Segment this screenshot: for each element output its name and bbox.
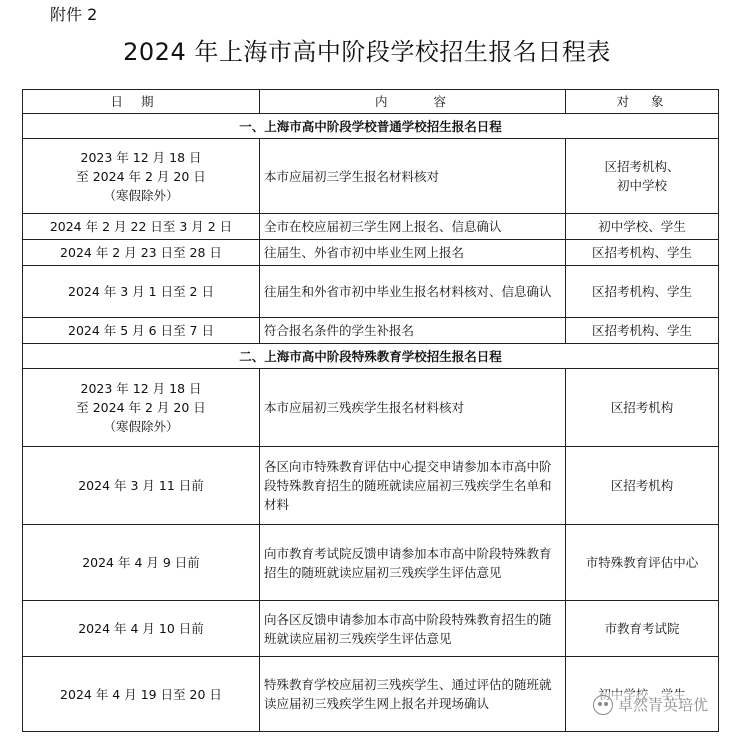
- content-cell: 向各区反馈申请参加本市高中阶段特殊教育招生的随班就读应届初三残疾学生评估意见: [260, 601, 566, 657]
- header-date: 日期: [23, 90, 260, 114]
- attachment-label: 附件 2: [50, 5, 98, 24]
- content-cell: 全市在校应届初三学生网上报名、信息确认: [260, 214, 566, 240]
- content-cell: 符合报名条件的学生补报名: [260, 318, 566, 344]
- audience-line: 初中学校: [616, 178, 667, 193]
- wechat-icon: [593, 695, 613, 715]
- date-cell: 2024 年 3 月 11 日前: [23, 447, 260, 525]
- date-cell: [23, 139, 260, 214]
- watermark-text: 卓然青英培优: [617, 696, 708, 714]
- section-row: [23, 114, 719, 139]
- audience-cell: 区招考机构、学生: [566, 266, 719, 318]
- table-row: [23, 266, 719, 318]
- audience-cell: 初中学校、学生: [566, 214, 719, 240]
- content-cell: 往届生、外省市初中毕业生网上报名: [260, 240, 566, 266]
- section-title: 二、上海市高中阶段特殊教育学校招生报名日程: [23, 344, 719, 369]
- table-row: [23, 240, 719, 266]
- audience-cell: 市特殊教育评估中心: [566, 525, 719, 601]
- schedule-table: [22, 89, 719, 732]
- watermark: [589, 692, 712, 717]
- table-row: [23, 318, 719, 344]
- date-cell: 2024 年 4 月 19 日至 20 日: [23, 657, 260, 732]
- content-cell: 本市应届初三学生报名材料核对: [260, 139, 566, 214]
- date-cell: 2024 年 2 月 23 日至 28 日: [23, 240, 260, 266]
- date-line: 2023 年 12 月 18 日: [80, 149, 202, 165]
- date-line: 2023 年 12 月 18 日: [80, 381, 202, 396]
- date-cell: 2024 年 3 月 1 日至 2 日: [23, 266, 260, 318]
- date-cell: 2024 年 5 月 6 日至 7 日: [23, 318, 260, 344]
- date-line: （寒假除外）: [103, 187, 179, 203]
- audience-cell: [566, 139, 719, 214]
- section-title: 一、上海市高中阶段学校普通学校招生报名日程: [23, 114, 719, 139]
- audience-cell: 区招考机构、学生: [566, 240, 719, 266]
- table-row: [23, 447, 719, 525]
- table-row: [23, 369, 719, 447]
- content-cell: 各区向市特殊教育评估中心提交申请参加本市高中阶段特殊教育招生的随班就读应届初三残疾学生名单和材料: [260, 447, 566, 525]
- table-row: [23, 139, 719, 214]
- page-title: 2024 年上海市高中阶段学校招生报名日程表: [123, 38, 611, 66]
- table-row: [23, 525, 719, 601]
- header-row: [23, 90, 719, 114]
- content-cell: 特殊教育学校应届初三残疾学生、通过评估的随班就读应届初三残疾学生网上报名并现场确认: [260, 657, 566, 732]
- header-content: 内容: [260, 90, 566, 114]
- date-cell: 2024 年 4 月 9 日前: [23, 525, 260, 601]
- audience-cell: 区招考机构: [566, 369, 719, 447]
- table-row: [23, 601, 719, 657]
- audience-line: 区招考机构、: [604, 159, 680, 174]
- date-line: 至 2024 年 2 月 20 日: [76, 168, 206, 184]
- date-line: （寒假除外）: [103, 419, 179, 434]
- content-cell: 往届生和外省市初中毕业生报名材料核对、信息确认: [260, 266, 566, 318]
- date-line: 至 2024 年 2 月 20 日: [76, 400, 206, 415]
- table-row: [23, 214, 719, 240]
- content-cell: 向市教育考试院反馈申请参加本市高中阶段特殊教育招生的随班就读应届初三残疾学生评估意见: [260, 525, 566, 601]
- header-audience: 对象: [566, 90, 719, 114]
- content-cell: 本市应届初三残疾学生报名材料核对: [260, 369, 566, 447]
- date-cell: 2024 年 4 月 10 日前: [23, 601, 260, 657]
- audience-cell: 区招考机构: [566, 447, 719, 525]
- section-row: [23, 344, 719, 369]
- date-cell: [23, 369, 260, 447]
- date-cell: 2024 年 2 月 22 日至 3 月 2 日: [23, 214, 260, 240]
- audience-cell: 市教育考试院: [566, 601, 719, 657]
- audience-cell: 区招考机构、学生: [566, 318, 719, 344]
